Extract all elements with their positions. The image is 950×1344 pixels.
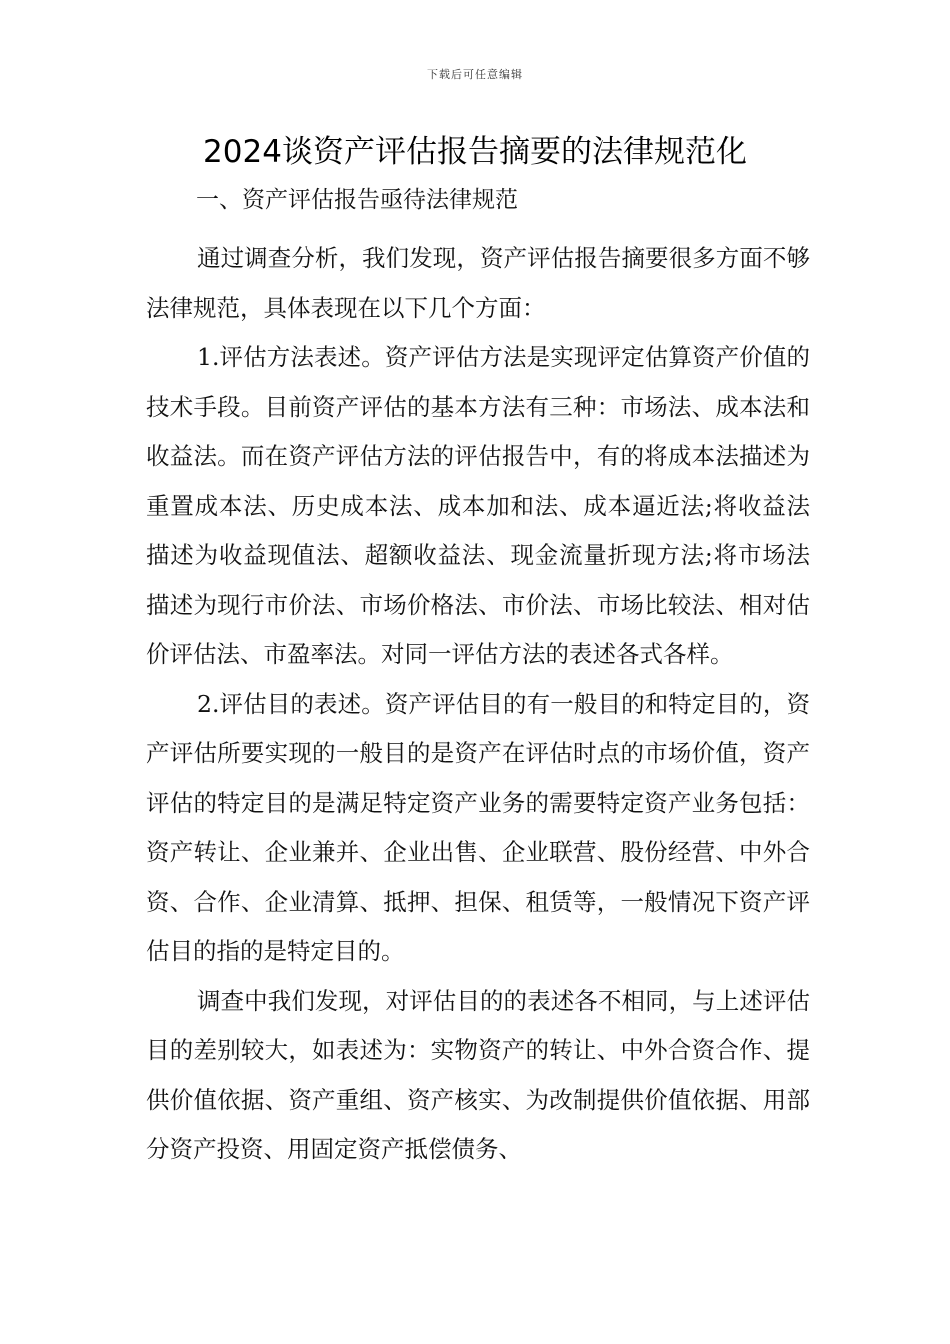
section-heading: 一、资产评估报告亟待法律规范 bbox=[196, 187, 518, 213]
paragraph-method: 1.评估方法表述。资产评估方法是实现评定估算资产价值的技术手段。目前资产评估的基本方法有三种：市场法、成本法和收益法。而在资产评估方法的评估报告中，有的将成本法描述为重置成本法、历史成本法、成本加和法、成本逼近法;将收益法描述为收益现值法、超额收益法、现金流量折现方法;将市场法描述为现行市价法、市场价格法、市价法、市场比较法、相对估价评估法、市盈率法。对同一评估方法的表述各式各样。 bbox=[146, 343, 810, 668]
paragraph-purpose: 2.评估目的表述。资产评估目的有一般目的和特定目的，资产评估所要实现的一般目的是资产在评估时点的市场价值，资产评估的特定目的是满足特定资产业务的需要特定资产业务包括：资产转让、企业兼并、企业出售、企业联营、股份经营、中外合资、合作、企业清算、抵押、担保、租赁等，一般情况下资产评估目的指的是特定目的。 bbox=[146, 689, 810, 965]
header-note: 下载后可任意编辑 bbox=[427, 68, 523, 81]
page-title: 2024谈资产评估报告摘要的法律规范化 bbox=[203, 134, 747, 170]
body-text bbox=[146, 234, 810, 1175]
paragraph-survey: 调查中我们发现，对评估目的的表述各不相同，与上述评估目的差别较大，如表述为：实物资产的转让、中外合资合作、提供价值依据、资产重组、资产核实、为改制提供价值依据、用部分资产投资、用固定资产抵偿债务、 bbox=[146, 986, 810, 1163]
paragraph-intro: 通过调查分析，我们发现，资产评估报告摘要很多方面不够法律规范，具体表现在以下几个方面： bbox=[146, 244, 810, 322]
